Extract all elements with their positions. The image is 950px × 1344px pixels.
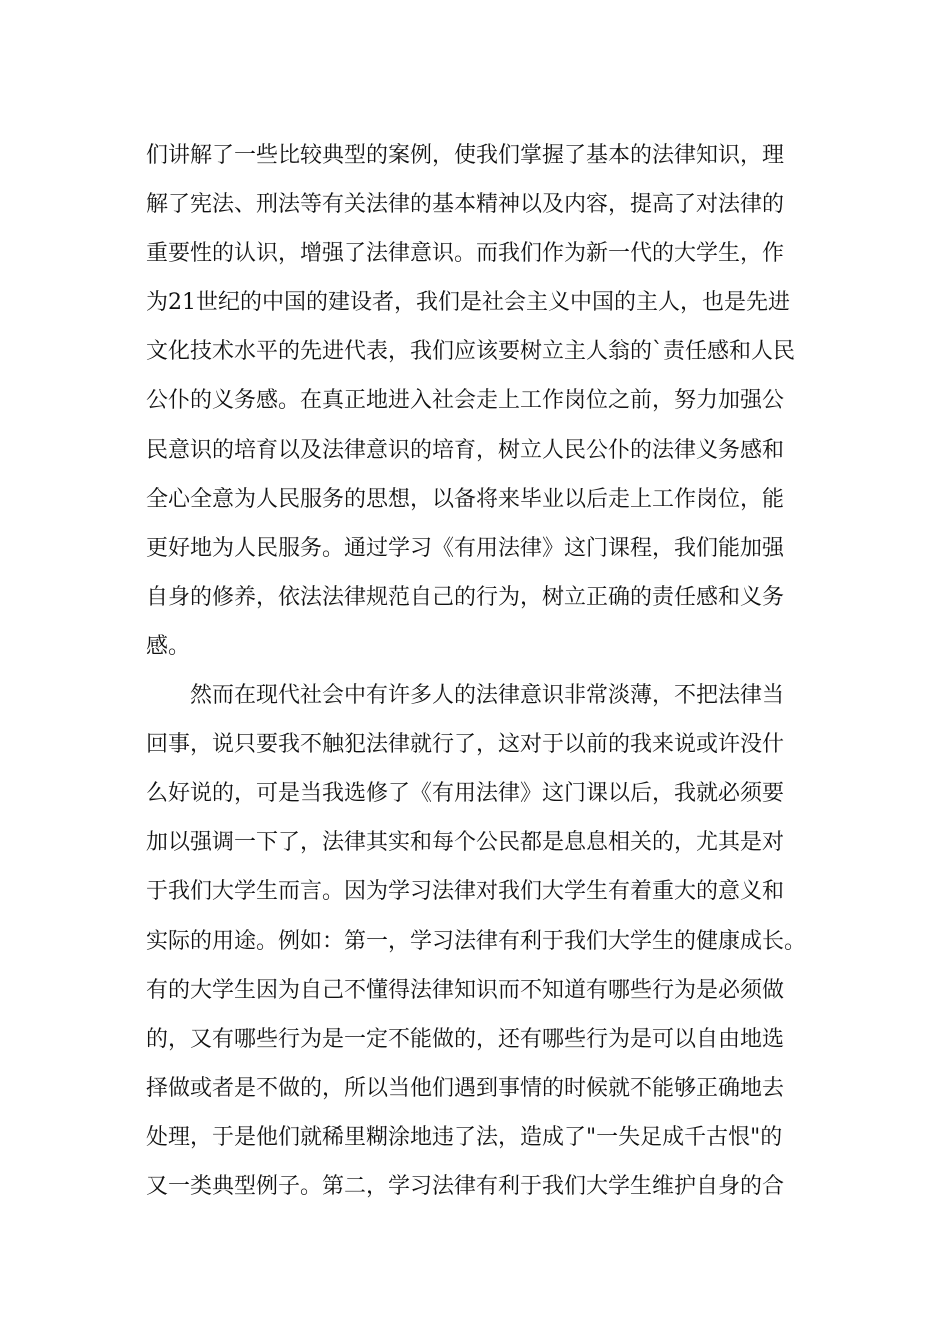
text-line: 重要性的认识，增强了法律意识。而我们作为新一代的大学生，作 bbox=[146, 241, 785, 267]
text-line: 有的大学生因为自己不懂得法律知识而不知道有哪些行为是必须做 bbox=[146, 977, 785, 1003]
text-line: 全心全意为人民服务的思想，以备将来毕业以后走上工作岗位，能 bbox=[146, 486, 785, 512]
text-line: 处理，于是他们就稀里糊涂地违了法，造成了"一失足成千古恨"的 bbox=[146, 1124, 783, 1150]
text-line: 感。 bbox=[146, 633, 191, 659]
text-line: 又一类典型例子。第二，学习法律有利于我们大学生维护自身的合 bbox=[146, 1173, 785, 1199]
text-line: 的，又有哪些行为是一定不能做的，还有哪些行为是可以自由地选 bbox=[146, 1026, 785, 1052]
text-line: 文化技术水平的先进代表，我们应该要树立主人翁的`责任感和人民 bbox=[146, 339, 796, 365]
text-line: 公仆的义务感。在真正地进入社会走上工作岗位之前，努力加强公 bbox=[146, 388, 785, 414]
text-line: 加以强调一下了，法律其实和每个公民都是息息相关的，尤其是对 bbox=[146, 830, 785, 856]
text-line: 为21世纪的中国的建设者，我们是社会主义中国的主人，也是先进 bbox=[146, 290, 790, 316]
paragraph-2 bbox=[146, 671, 826, 1211]
text-line: 实际的用途。例如：第一，学习法律有利于我们大学生的健康成长。 bbox=[146, 928, 807, 954]
text-line: 更好地为人民服务。通过学习《有用法律》这门课程，我们能加强 bbox=[146, 535, 785, 561]
text-line: 然而在现代社会中有许多人的法律意识非常淡薄，不把法律当 bbox=[190, 683, 785, 709]
text-line: 自身的修养，依法法律规范自己的行为，树立正确的责任感和义务 bbox=[146, 584, 785, 610]
text-line: 们讲解了一些比较典型的案例，使我们掌握了基本的法律知识，理 bbox=[146, 143, 785, 168]
paragraph-1 bbox=[146, 131, 826, 671]
text-line: 于我们大学生而言。因为学习法律对我们大学生有着重大的意义和 bbox=[146, 879, 785, 905]
text-line: 么好说的，可是当我选修了《有用法律》这门课以后，我就必须要 bbox=[146, 781, 785, 807]
body-text bbox=[146, 131, 826, 1211]
text-line: 民意识的培育以及法律意识的培育，树立人民公仆的法律义务感和 bbox=[146, 437, 785, 463]
text-line: 回事，说只要我不触犯法律就行了，这对于以前的我来说或许没什 bbox=[146, 732, 785, 758]
text-line: 择做或者是不做的，所以当他们遇到事情的时候就不能够正确地去 bbox=[146, 1075, 785, 1101]
text-line: 解了宪法、刑法等有关法律的基本精神以及内容，提高了对法律的 bbox=[146, 192, 785, 218]
